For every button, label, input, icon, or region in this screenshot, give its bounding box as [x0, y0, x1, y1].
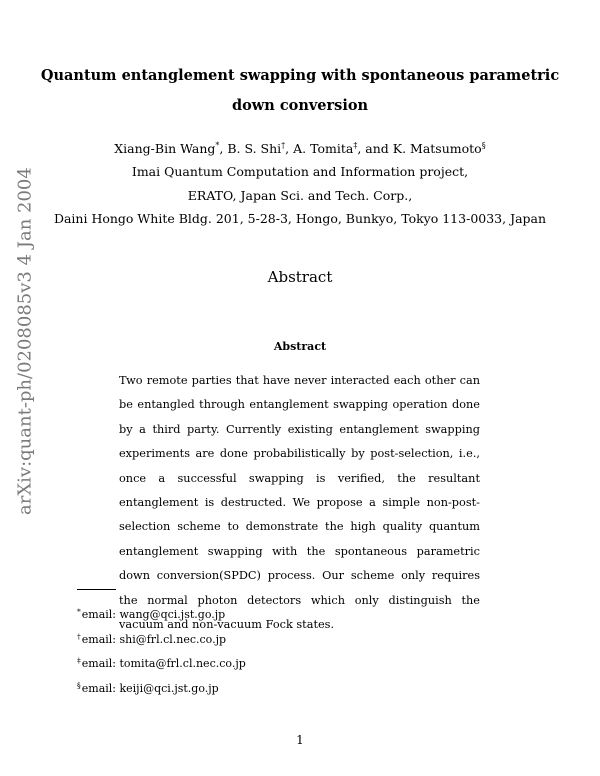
author-name: K. Matsumoto [392, 141, 482, 156]
affiliation-line-1: Imai Quantum Computation and Information project, [131, 164, 469, 179]
footnote [77, 607, 225, 621]
footnote-email: email: keiji@qci.jst.go.jp [81, 682, 219, 695]
footnote-mark: * [215, 141, 220, 150]
footnote [77, 632, 226, 646]
paper-title-line-1: Quantum entanglement swapping with spontaneous parametric [40, 67, 560, 84]
footnote-mark: § [481, 141, 486, 150]
footnote [77, 681, 219, 695]
affiliation-line-2: ERATO, Japan Sci. and Tech. Corp., [187, 188, 413, 203]
arxiv-identifier: arXiv:quant-ph/0208085v3 4 Jan 2004 [14, 167, 36, 515]
footnote-rule [77, 589, 116, 590]
footnote-email: email: tomita@frl.cl.nec.co.jp [81, 657, 246, 670]
footnote-mark: † [77, 632, 81, 641]
paper-title-line-2: down conversion [231, 97, 369, 114]
abstract-heading: Abstract [267, 268, 333, 286]
footnote-mark: § [77, 681, 81, 690]
author-separator: , and [357, 141, 393, 156]
page-number: 1 [296, 733, 304, 747]
author-name: A. Tomita [293, 141, 354, 156]
footnote-mark: † [281, 141, 286, 150]
author-name: B. S. Shi [227, 141, 282, 156]
author-list [0, 141, 600, 156]
author-name: Xiang-Bin Wang [114, 141, 216, 156]
footnote-mark: ‡ [353, 141, 358, 150]
author-separator: , [285, 141, 294, 156]
affiliation-line-3: Daini Hongo White Bldg. 201, 5-28-3, Hongo, Bunkyo, Tokyo 113-0033, Japan [53, 211, 547, 226]
footnote-mark: ‡ [77, 656, 81, 665]
abstract-label: Abstract [273, 340, 327, 353]
footnote-email: email: shi@frl.cl.nec.co.jp [81, 633, 227, 646]
footnote [77, 656, 246, 670]
author-separator: , [219, 141, 228, 156]
footnote-email: email: wang@qci.jst.go.jp [81, 608, 226, 621]
footnote-mark: * [77, 607, 81, 616]
abstract-text: Two remote parties that have never interacted each other can be entangled through entanglement swapping operation done by a third party. Currently existing entanglement swapping experiments are done probabilistically by post-selection, i.e., once a successful swapping is verified, the resultant entanglement is destructed. We propose a simple non-post-selection scheme to demonstrate the high quality quantum entanglement swapping with the spontaneous parametric down conversion(SPDC) process. Our scheme only requires the normal photon detectors which only distinguish the vacuum and non-vacuum Fock states. [119, 374, 480, 632]
